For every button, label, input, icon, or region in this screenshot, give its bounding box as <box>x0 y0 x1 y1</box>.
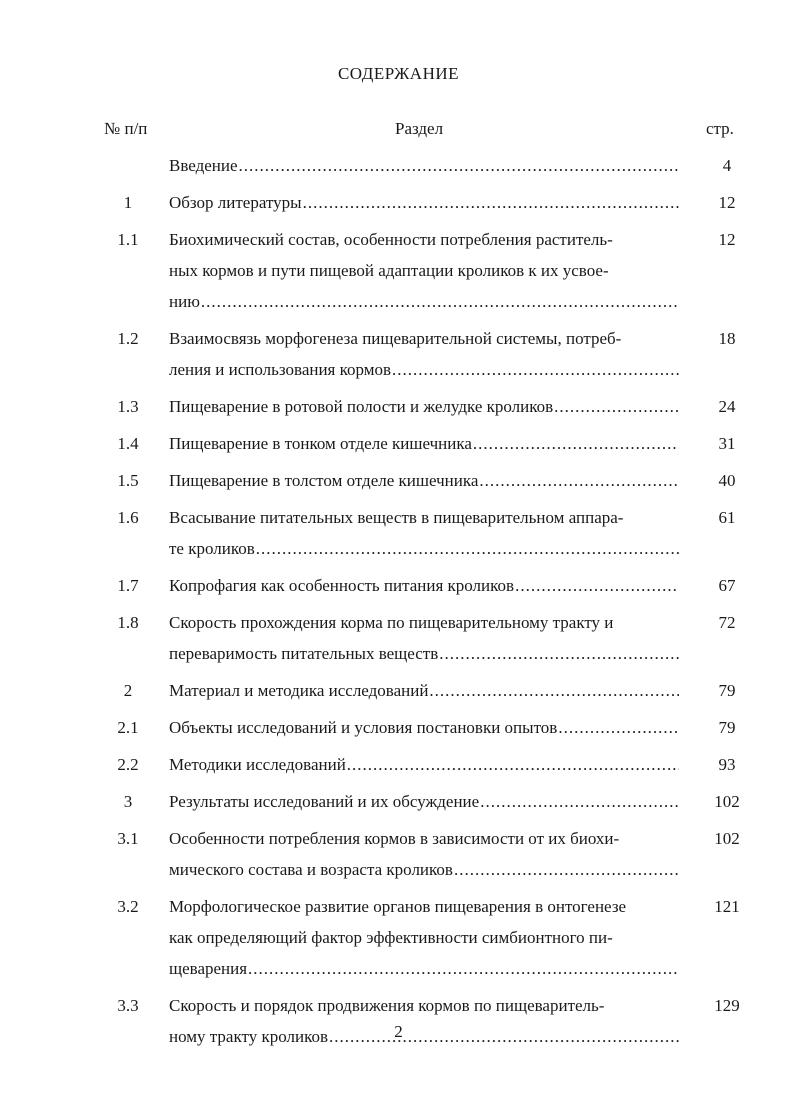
toc-entry <box>0 749 797 780</box>
toc-entry <box>0 391 797 422</box>
entry-title-line <box>169 465 679 496</box>
toc-entry <box>0 502 797 564</box>
entry-title-line: Всасывание питательных веществ в пищеварительном аппара- <box>169 508 624 527</box>
entry-title <box>169 990 679 1052</box>
entry-title-line <box>169 150 679 181</box>
dot-leader <box>473 428 679 459</box>
entry-number: 1.8 <box>117 613 139 632</box>
entry-page-number: 79 <box>718 681 736 700</box>
dot-leader <box>439 638 679 669</box>
entry-title-line <box>169 533 679 564</box>
dot-leader <box>558 712 679 743</box>
entry-title-text: Объекты исследований и условия постановки опытов <box>169 718 558 737</box>
entry-title-text: Введение <box>169 156 238 175</box>
dot-leader <box>256 533 679 564</box>
entry-title-line: ных кормов и пути пищевой адаптации кроликов к их усвое- <box>169 261 609 280</box>
page-title: СОДЕРЖАНИЕ <box>337 64 460 83</box>
entry-title-line <box>169 428 679 459</box>
entry-page-number: 67 <box>718 576 736 595</box>
entry-page-number: 12 <box>718 193 736 212</box>
page-number: 2 <box>394 1022 403 1041</box>
header-page: стр. <box>706 119 734 138</box>
entry-title <box>169 607 679 669</box>
entry-title-text: Результаты исследований и их обсуждение <box>169 792 480 811</box>
dot-leader <box>480 786 679 817</box>
entry-title-line <box>169 953 679 984</box>
entry-title-line <box>169 354 679 385</box>
entry-page-number: 24 <box>718 397 736 416</box>
entry-page-number: 40 <box>718 471 736 490</box>
entry-title-line: Взаимосвязь морфогенеза пищеварительной системы, потреб- <box>169 329 622 348</box>
entry-title <box>169 712 679 743</box>
entry-title-text: щеварения <box>169 959 248 978</box>
toc-entry <box>0 786 797 817</box>
entry-title-line <box>169 638 679 669</box>
entry-title <box>169 749 679 780</box>
entry-page-number: 61 <box>718 508 736 527</box>
entry-page-number: 18 <box>718 329 736 348</box>
entry-page-number: 79 <box>718 718 736 737</box>
entry-page-number: 31 <box>718 434 736 453</box>
entry-number: 3.1 <box>117 829 139 848</box>
entry-page-number: 121 <box>714 897 740 916</box>
entry-title-line: как определяющий фактор эффективности симбионтного пи- <box>169 928 613 947</box>
entry-title-text: Пищеварение в тонком отделе кишечника <box>169 434 472 453</box>
toc-entry <box>0 428 797 459</box>
entry-title <box>169 891 679 984</box>
entry-title <box>169 823 679 885</box>
entry-title-text: ному тракту кроликов <box>169 1027 328 1046</box>
entry-title-line <box>169 570 679 601</box>
entry-title-line: Скорость прохождения корма по пищеварительному тракту и <box>169 613 614 632</box>
entry-title <box>169 187 679 218</box>
entry-page-number: 4 <box>722 156 732 175</box>
entry-page-number: 93 <box>718 755 736 774</box>
toc-entry <box>0 823 797 885</box>
entry-number: 1.7 <box>117 576 139 595</box>
toc-entry <box>0 224 797 317</box>
entry-number: 2.1 <box>117 718 139 737</box>
toc-entry <box>0 891 797 984</box>
entry-title-line <box>169 391 679 422</box>
dot-leader <box>303 187 679 218</box>
dot-leader <box>239 150 679 181</box>
dot-leader <box>515 570 679 601</box>
entry-title-text: ления и использования кормов <box>169 360 392 379</box>
toc-entry <box>0 712 797 743</box>
entry-page-number: 12 <box>718 230 736 249</box>
entry-title <box>169 428 679 459</box>
entry-title-text: Копрофагия как особенность питания кроликов <box>169 576 515 595</box>
entry-page-number: 129 <box>714 996 740 1015</box>
entry-title-line <box>169 286 679 317</box>
entry-title-text: переваримость питательных веществ <box>169 644 439 663</box>
dot-leader <box>554 391 679 422</box>
entry-title-line <box>169 187 679 218</box>
entry-title-line <box>169 786 679 817</box>
entry-title-text: Материал и методика исследований <box>169 681 429 700</box>
toc-entry <box>0 570 797 601</box>
entry-title-line: Особенности потребления кормов в зависимости от их биохи- <box>169 829 620 848</box>
entry-title-line <box>169 854 679 885</box>
entry-number: 2 <box>123 681 133 700</box>
dot-leader <box>201 286 679 317</box>
dot-leader <box>429 675 679 706</box>
header-number: № п/п <box>104 119 148 138</box>
entry-title-text: те кроликов <box>169 539 255 558</box>
entry-title-line <box>169 675 679 706</box>
entry-number: 1.2 <box>117 329 139 348</box>
entry-title-line: Биохимический состав, особенности потребления раститель- <box>169 230 613 249</box>
entry-number: 1 <box>123 193 133 212</box>
entry-title-line: Морфологическое развитие органов пищеварения в онтогенезе <box>169 897 627 916</box>
toc-entry <box>0 607 797 669</box>
toc-entry <box>0 187 797 218</box>
entry-title-text: Методики исследований <box>169 755 346 774</box>
entry-number: 1.6 <box>117 508 139 527</box>
entry-title-text: Обзор литературы <box>169 193 302 212</box>
dot-leader <box>454 854 679 885</box>
entry-number: 2.2 <box>117 755 139 774</box>
toc-entry <box>0 990 797 1052</box>
dot-leader <box>347 749 679 780</box>
entry-page-number: 72 <box>718 613 736 632</box>
entry-title-line <box>169 749 679 780</box>
entry-title-text: мического состава и возраста кроликов <box>169 860 453 879</box>
header-section: Раздел <box>395 119 444 138</box>
entry-title <box>169 465 679 496</box>
entry-title <box>169 675 679 706</box>
entry-title <box>169 323 679 385</box>
entry-page-number: 102 <box>714 792 740 811</box>
entry-title-line: Скорость и порядок продвижения кормов по пищеваритель- <box>169 996 605 1015</box>
entry-title <box>169 150 679 181</box>
entry-title <box>169 786 679 817</box>
toc-entry <box>0 150 797 181</box>
entry-number: 3.2 <box>117 897 139 916</box>
entry-title <box>169 391 679 422</box>
entry-title <box>169 502 679 564</box>
toc-entry <box>0 465 797 496</box>
entry-number: 1.3 <box>117 397 139 416</box>
entry-number: 3.3 <box>117 996 139 1015</box>
dot-leader <box>248 953 679 984</box>
entry-number: 3 <box>123 792 133 811</box>
table-of-contents <box>0 150 797 1058</box>
entry-title-text: Пищеварение в ротовой полости и желудке кроликов <box>169 397 554 416</box>
toc-entry <box>0 323 797 385</box>
entry-page-number: 102 <box>714 829 740 848</box>
entry-title <box>169 224 679 317</box>
entry-number: 1.1 <box>117 230 139 249</box>
entry-number: 1.4 <box>117 434 139 453</box>
entry-title-line <box>169 712 679 743</box>
entry-number: 1.5 <box>117 471 139 490</box>
entry-title <box>169 570 679 601</box>
entry-title-text: нию <box>169 292 200 311</box>
entry-title-text: Пищеварение в толстом отделе кишечника <box>169 471 479 490</box>
toc-entry <box>0 675 797 706</box>
dot-leader <box>392 354 679 385</box>
toc-header <box>0 119 797 143</box>
dot-leader <box>479 465 679 496</box>
